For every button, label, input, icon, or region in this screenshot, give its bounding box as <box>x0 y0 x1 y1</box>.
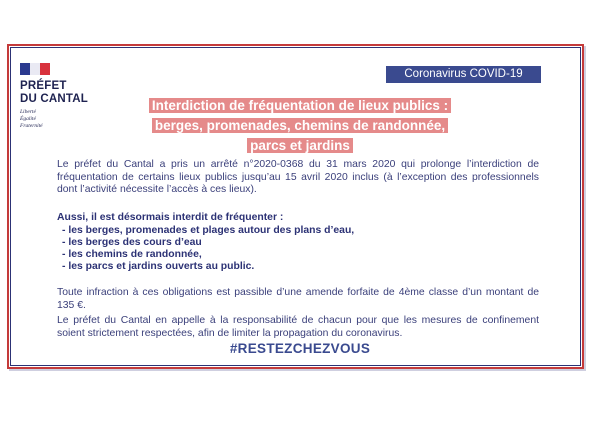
french-flag-icon <box>20 63 50 75</box>
prohibited-item: - les berges des cours d’eau <box>62 237 202 248</box>
motto-liberte: Liberté <box>20 109 36 115</box>
title-line-3 <box>0 137 600 155</box>
motto-fraternite: Fraternité <box>20 123 43 129</box>
appeal-paragraph: Le préfet du Cantal en appelle à la responsabilité de chacun pour que les mesures de confinement soient strictement respectées, afin de limiter la propagation du coronavirus. <box>57 315 539 339</box>
fine-paragraph: Toute infraction à ces obligations est passible d’une amende forfaite de 4ème classe d’un montant de 135 €. <box>57 287 539 311</box>
intro-paragraph: Le préfet du Cantal a pris un arrêté n°2020-0368 du 31 mars 2020 qui prolonge l’interdiction de fréquentation de certains lieux publics jusqu’au 15 avril 2020 inclus (à l’exception des professionnels dont l’activité nécessite l’accès à ces lieux). <box>57 159 539 195</box>
title-line-3-text: parcs et jardins <box>247 138 353 153</box>
title-line-2-text: berges, promenades, chemins de randonnée, <box>152 118 448 133</box>
prohibition-heading: Aussi, il est désormais interdit de fréquenter : <box>57 212 284 223</box>
hashtag: #RESTEZCHEZVOUS <box>229 341 371 356</box>
prohibited-item: - les chemins de randonnée, <box>62 249 202 260</box>
prohibited-item: - les parcs et jardins ouverts au public. <box>62 261 255 272</box>
title-line-1 <box>0 97 600 115</box>
logo-title-line2: DU CANTAL <box>20 93 89 105</box>
logo-title-line1: PRÉFET <box>20 80 67 92</box>
title-line-2 <box>0 117 600 135</box>
title-line-1-text: Interdiction de fréquentation de lieux publics : <box>149 98 451 113</box>
prohibited-item: - les berges, promenades et plages autour des plans d’eau, <box>62 225 355 236</box>
covid-tag: Coronavirus COVID-19 <box>386 66 541 83</box>
motto-egalite: Égalité <box>20 116 36 122</box>
